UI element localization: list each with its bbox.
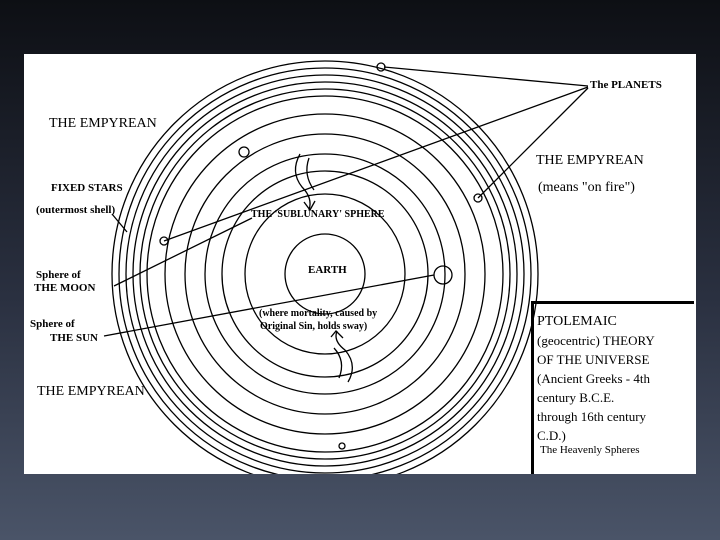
theory-line-3: OF THE UNIVERSE (537, 352, 650, 367)
planet-top (377, 63, 385, 71)
upper-crescent-inner (307, 158, 314, 190)
empyrean-top-left-label: THE EMPYREAN (49, 116, 157, 131)
slide (24, 54, 696, 474)
sphere-of-moon-line2: THE MOON (34, 282, 96, 294)
planets-pointer-a (384, 67, 588, 86)
planet-upper-left (239, 147, 249, 157)
lower-arrowhead (331, 331, 343, 338)
sphere-of-sun-line1: Sphere of (30, 318, 75, 330)
empyrean-bottom-left-label: THE EMPYREAN (37, 384, 145, 399)
theory-line-4: (Ancient Greeks - 4th (537, 371, 650, 386)
fixed-stars-label: FIXED STARS (51, 182, 123, 194)
theory-line-2: (geocentric) THEORY (537, 333, 655, 348)
theory-line-1: PTOLEMAIC (537, 314, 617, 329)
theory-line-5: century B.C.E. (537, 390, 615, 405)
sun-body (434, 266, 452, 284)
planets-label: The PLANETS (590, 79, 662, 91)
sphere-of-sun-line2: THE SUN (50, 332, 98, 344)
theory-caption: The Heavenly Spheres (540, 444, 640, 456)
theory-line-6: through 16th century (537, 409, 647, 424)
sublunary-label: THE 'SUBLUNARY' SPHERE (251, 209, 385, 220)
mortality-line2: Original Sin, holds sway) (260, 321, 368, 332)
outermost-shell-label: (outermost shell) (36, 204, 116, 216)
theory-line-7: C.D.) (537, 428, 566, 443)
planet-bottom (339, 443, 345, 449)
sphere-of-moon-line1: Sphere of (36, 269, 81, 281)
empyrean-right-label: THE EMPYREAN (536, 153, 644, 168)
means-on-fire-label: (means "on fire") (538, 180, 635, 195)
mortality-line1: (where mortality, caused by (259, 308, 378, 319)
earth-label: EARTH (308, 264, 347, 276)
